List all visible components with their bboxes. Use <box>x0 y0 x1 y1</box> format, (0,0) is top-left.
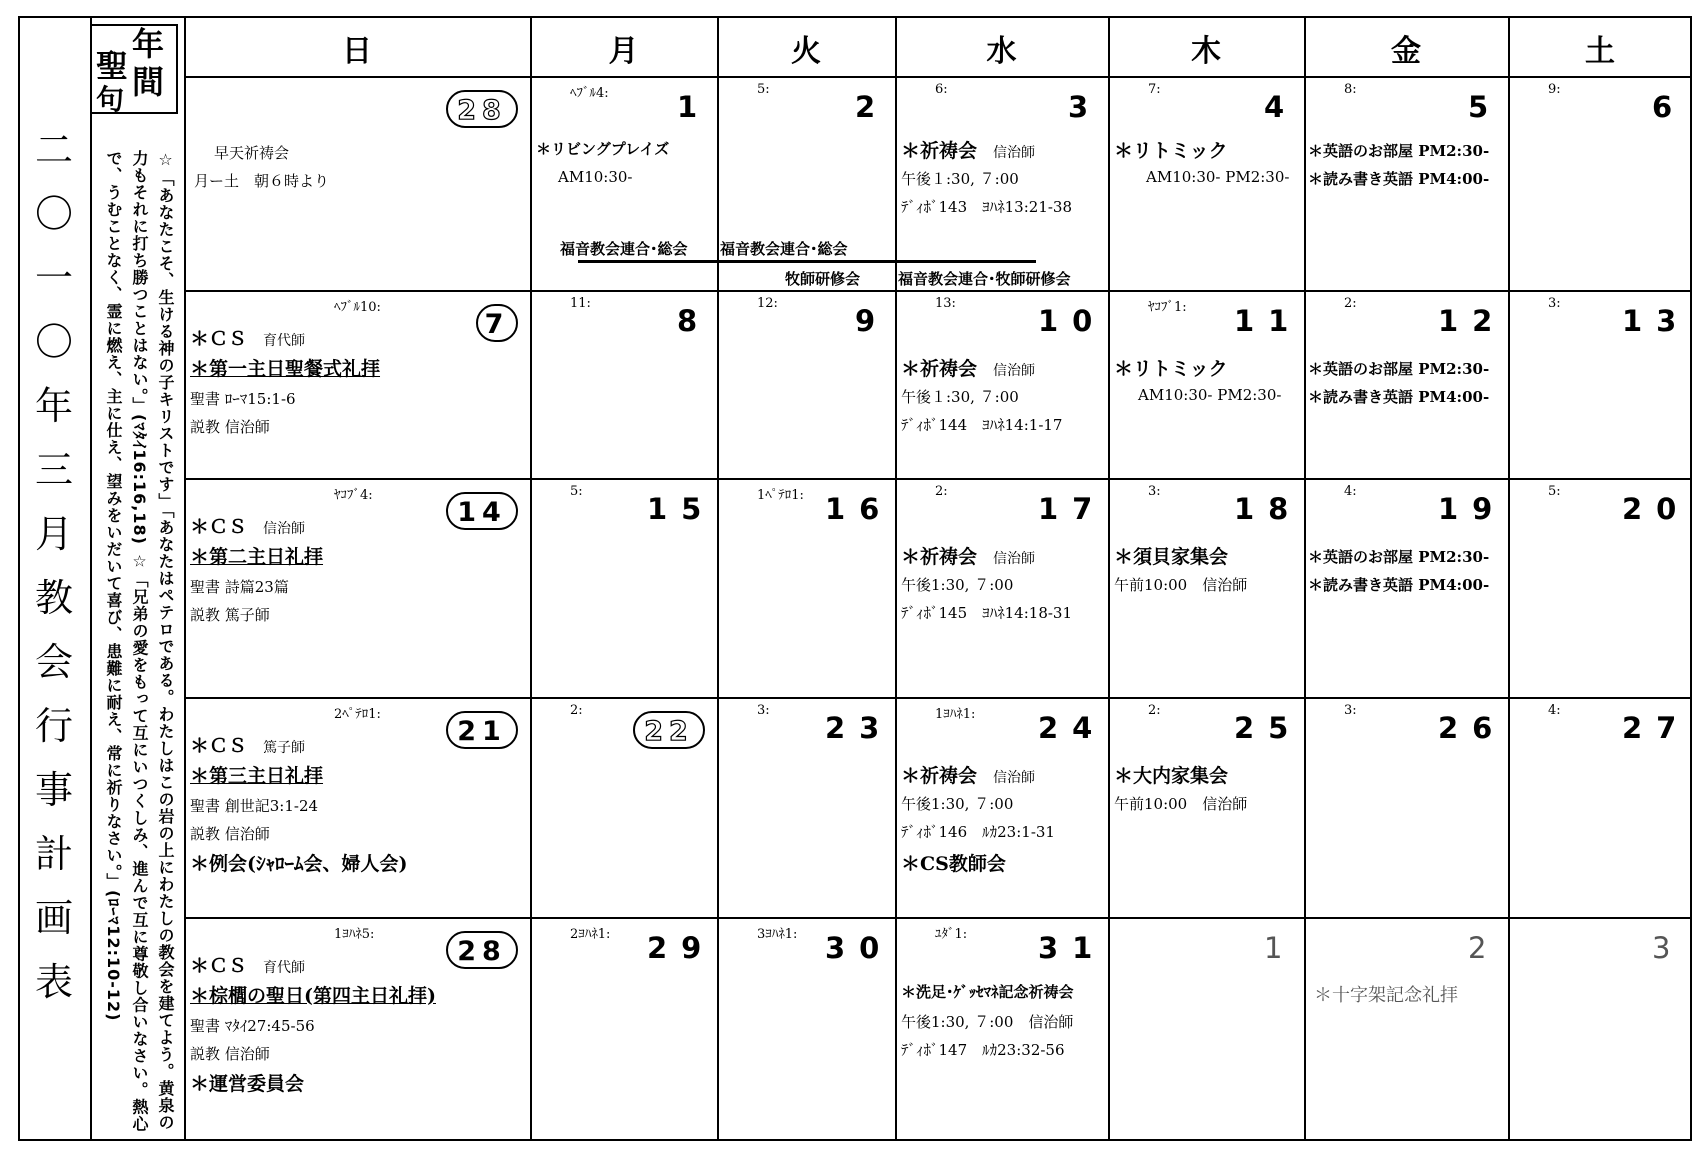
date-number: 3 <box>1068 90 1103 124</box>
event-label: 説教 信治師 <box>190 825 270 843</box>
date-number: 14 <box>446 492 518 530</box>
event-label: ＊ＣＳ <box>190 516 248 538</box>
date-number: 17 <box>1038 492 1107 526</box>
date-number: 25 <box>1234 711 1303 745</box>
bible-reading-ref: 3: <box>1344 703 1357 718</box>
event-label: 説教 篤子師 <box>190 606 270 624</box>
bible-reading-ref: 12: <box>757 296 778 311</box>
event-text <box>1308 386 1489 407</box>
event-text <box>901 793 1013 814</box>
day-header: 火 <box>791 34 821 69</box>
event-label: 聖書 詩篇23篇 <box>190 578 289 596</box>
event-label: 早天祈祷会 <box>214 144 290 162</box>
bible-reading-ref: 3ﾖﾊﾈ1: <box>757 927 798 942</box>
event-label: 午後１:30, ７:00 <box>901 388 1019 406</box>
date-number: 29 <box>647 931 716 965</box>
day-cell[interactable] <box>1108 478 1304 697</box>
bible-reading-ref: 5: <box>757 82 770 97</box>
event-label: AM10:30- PM2:30- <box>1146 168 1290 186</box>
date-number: 9 <box>855 304 890 338</box>
event-label: ﾃﾞｨﾎﾞ144 ﾖﾊﾈ14:1-17 <box>901 416 1063 434</box>
event-text <box>190 1069 304 1096</box>
date-number: 19 <box>1438 492 1507 526</box>
day-cell[interactable] <box>1304 917 1508 1141</box>
event-leader: 信治師 <box>993 145 1036 161</box>
event-label: 聖書 創世記3:1-24 <box>190 797 319 815</box>
event-label: ＊祈祷会 <box>901 358 978 380</box>
date-number: 10 <box>1038 304 1107 338</box>
event-label: ＊CS教師会 <box>901 853 1006 875</box>
event-text <box>190 761 323 788</box>
event-label: ＊第二主日礼拝 <box>190 546 324 568</box>
event-label: ＊読み書き英語 PM4:00- <box>1308 170 1490 188</box>
event-label: ＊英語のお部屋 PM2:30- <box>1308 142 1490 160</box>
date-number: 15 <box>647 492 716 526</box>
title-char: 画 <box>34 896 73 940</box>
event-label: ＊英語のお部屋 PM2:30- <box>1308 548 1490 566</box>
day-cell[interactable] <box>1108 917 1304 1141</box>
date-number: 6 <box>1652 90 1687 124</box>
event-text <box>190 576 289 597</box>
day-cell[interactable] <box>717 917 895 1141</box>
event-text <box>190 823 270 844</box>
bible-reading-ref: ﾔｺﾌﾞ1: <box>1148 300 1187 315</box>
event-label: ＊十字架記念礼拝 <box>1314 985 1458 1006</box>
verse-box-char: 句 <box>96 83 125 116</box>
bible-reading-ref: ﾔｺﾌﾞ4: <box>334 488 373 503</box>
verse-box-char: 聖 <box>96 47 129 85</box>
event-text <box>1308 168 1489 189</box>
date-number: 28 <box>446 931 518 969</box>
event-text <box>1146 168 1289 186</box>
day-cell[interactable] <box>530 917 717 1141</box>
event-label: 午前10:00 信治師 <box>1114 576 1248 594</box>
event-text <box>190 542 323 569</box>
event-text <box>190 324 305 351</box>
title-char: 二 <box>34 128 73 172</box>
event-text <box>1138 386 1281 404</box>
event-label: ﾃﾞｨﾎﾞ145 ﾖﾊﾈ14:18-31 <box>901 604 1073 622</box>
date-number: 21 <box>446 711 518 749</box>
bible-reading-ref: 3: <box>757 703 770 718</box>
bible-reading-ref: ﾕﾀﾞ1: <box>935 927 968 942</box>
event-text <box>214 142 289 163</box>
day-cell[interactable] <box>895 917 1108 1141</box>
title-char: 行 <box>34 704 73 748</box>
event-label: ＊第一主日聖餐式礼拝 <box>190 358 381 380</box>
event-text <box>901 602 1072 623</box>
title-char: 一 <box>34 256 73 300</box>
verse-box-char: 年 <box>132 25 165 63</box>
event-text <box>1114 354 1228 381</box>
date-number: 1 <box>1264 931 1297 965</box>
bible-reading-ref: 5: <box>1548 484 1561 499</box>
event-label: ＊読み書き英語 PM4:00- <box>1308 388 1490 406</box>
event-label: ＊読み書き英語 PM4:00- <box>1308 576 1490 594</box>
day-cell[interactable] <box>530 290 717 478</box>
day-header: 土 <box>1585 34 1615 69</box>
date-number: 7 <box>476 304 518 342</box>
date-number: 12 <box>1438 304 1507 338</box>
day-cell[interactable] <box>717 76 895 290</box>
event-label: ＊リビングプレイズ <box>536 140 670 158</box>
day-cell[interactable] <box>184 917 530 1141</box>
bible-reading-ref: 1ﾖﾊﾈ5: <box>334 927 375 942</box>
event-label: 説教 信治師 <box>190 418 270 436</box>
day-header: 月 <box>608 34 639 69</box>
bible-reading-ref: 1ﾍﾟﾃﾛ1: <box>757 488 804 503</box>
date-number: 24 <box>1038 711 1107 745</box>
verse-box-char: 間 <box>132 63 165 101</box>
event-label: 聖書 ﾛｰﾏ15:1-6 <box>190 390 296 408</box>
date-number: 20 <box>1622 492 1691 526</box>
date-number: 4 <box>1264 90 1299 124</box>
event-text <box>194 170 329 191</box>
event-text <box>901 1039 1065 1060</box>
day-header: 木 <box>1191 34 1221 69</box>
event-label: ＊運営委員会 <box>190 1073 305 1095</box>
day-cell[interactable] <box>1304 290 1508 478</box>
bible-reading-ref: ﾍﾌﾞﾙ10: <box>334 300 381 315</box>
bible-reading-ref: 2: <box>935 484 948 499</box>
event-label: ＊リトミック <box>1114 140 1228 162</box>
day-header: 日 <box>342 34 372 69</box>
event-text <box>558 168 633 186</box>
day-cell[interactable] <box>717 290 895 478</box>
event-text <box>901 414 1062 435</box>
day-cell[interactable] <box>1508 478 1692 697</box>
event-label: 午前10:00 信治師 <box>1114 795 1248 813</box>
event-text <box>1114 542 1228 569</box>
event-text <box>190 849 407 876</box>
day-cell[interactable] <box>1508 917 1692 1141</box>
bible-reading-ref: 9: <box>1548 82 1561 97</box>
event-text <box>190 951 305 978</box>
event-label: ＊第三主日礼拝 <box>190 765 324 787</box>
date-number: 23 <box>825 711 894 745</box>
bible-reading-ref: 11: <box>570 296 591 311</box>
event-text <box>1308 546 1489 567</box>
event-text <box>190 354 380 381</box>
event-label: 午後1:30, ７:00 <box>901 795 1014 813</box>
event-leader: 育代師 <box>263 960 306 976</box>
event-label: AM10:30- <box>558 168 633 186</box>
event-text <box>901 168 1019 189</box>
bible-reading-ref: ﾍﾌﾞﾙ4: <box>570 86 609 101</box>
event-label: ＊ＣＳ <box>190 328 248 350</box>
event-text <box>536 138 669 159</box>
day-cell[interactable] <box>1304 478 1508 697</box>
event-text <box>1114 793 1247 814</box>
event-label: AM10:30- PM2:30- <box>1138 386 1282 404</box>
event-text <box>901 1011 1073 1032</box>
verse-label-box <box>90 24 178 114</box>
title-char: 教 <box>34 576 73 620</box>
event-label: ＊洗足･ｹﾞｯｾﾏﾈ記念祈祷会 <box>901 983 1074 1001</box>
event-label: ＊祈祷会 <box>901 765 978 787</box>
event-text <box>901 542 1035 569</box>
event-leader: 育代師 <box>263 333 306 349</box>
event-text <box>901 761 1035 788</box>
day-cell[interactable] <box>1108 697 1304 917</box>
event-text <box>901 821 1055 842</box>
event-text <box>901 574 1013 595</box>
date-number: 28 <box>446 90 518 128</box>
date-number: 22 <box>633 711 705 749</box>
day-header: 金 <box>1391 34 1421 69</box>
event-label: ＊リトミック <box>1114 358 1228 380</box>
event-label: ＊棕櫚の聖日(第四主日礼拝) <box>190 985 436 1007</box>
bible-reading-ref: 2: <box>1344 296 1357 311</box>
day-cell[interactable] <box>530 478 717 697</box>
date-number: 18 <box>1234 492 1303 526</box>
day-cell[interactable] <box>530 697 717 917</box>
event-leader: 信治師 <box>993 363 1036 379</box>
union-meeting-label: 福音教会連合･総会 <box>720 240 848 258</box>
event-label: 月ー土 朝６時より <box>194 172 330 190</box>
date-number: 3 <box>1652 931 1685 965</box>
union-meeting-label: 福音教会連合･総会 <box>560 240 688 258</box>
event-text <box>901 386 1019 407</box>
day-cell[interactable] <box>184 76 530 290</box>
title-char: 〇 <box>34 320 73 364</box>
day-cell[interactable] <box>1304 76 1508 290</box>
event-label: ＊祈祷会 <box>901 140 978 162</box>
event-text <box>1308 140 1489 161</box>
pastor-training-label: 牧師研修会 <box>785 270 861 288</box>
day-cell[interactable] <box>1508 290 1692 478</box>
bible-reading-ref: 2: <box>570 703 583 718</box>
bible-reading-ref: 3: <box>1148 484 1161 499</box>
event-leader: 信治師 <box>263 521 306 537</box>
title-char: 表 <box>34 960 73 1004</box>
event-label: ＊ＣＳ <box>190 735 248 757</box>
bible-reading-ref: 2ﾍﾟﾃﾛ1: <box>334 707 381 722</box>
event-text <box>190 731 305 758</box>
date-number: 11 <box>1234 304 1303 338</box>
event-text <box>190 388 296 409</box>
date-number: 13 <box>1622 304 1691 338</box>
event-text <box>1114 136 1228 163</box>
event-text <box>1114 761 1228 788</box>
event-label: ＊例会(ｼｬﾛｰﾑ会、婦人会) <box>190 853 408 875</box>
date-number: 1 <box>677 90 712 124</box>
event-text <box>1308 574 1489 595</box>
date-number: 26 <box>1438 711 1507 745</box>
day-cell[interactable] <box>895 76 1108 290</box>
date-number: 16 <box>825 492 894 526</box>
event-label: ﾃﾞｨﾎﾞ147 ﾙｶ23:32-56 <box>901 1041 1065 1059</box>
event-label: ﾃﾞｨﾎﾞ143 ﾖﾊﾈ13:21-38 <box>901 198 1073 216</box>
day-cell[interactable] <box>1508 697 1692 917</box>
bible-reading-ref: 7: <box>1148 82 1161 97</box>
event-label: 説教 信治師 <box>190 1045 270 1063</box>
title-char: 事 <box>34 768 73 812</box>
day-cell[interactable] <box>1304 697 1508 917</box>
date-number: 8 <box>677 304 712 338</box>
date-number: 2 <box>1468 931 1501 965</box>
day-cell[interactable] <box>1508 76 1692 290</box>
bible-reading-ref: 1ﾖﾊﾈ1: <box>935 707 976 722</box>
event-label: ＊英語のお部屋 PM2:30- <box>1308 360 1490 378</box>
event-leader: 信治師 <box>993 551 1036 567</box>
day-cell[interactable] <box>1108 290 1304 478</box>
event-label: 聖書 ﾏﾀｲ27:45-56 <box>190 1017 315 1035</box>
day-cell[interactable] <box>184 697 530 917</box>
event-label: ＊大内家集会 <box>1114 765 1229 787</box>
bible-reading-ref: 4: <box>1344 484 1357 499</box>
title-char: 年 <box>34 384 73 428</box>
day-cell[interactable] <box>184 478 530 697</box>
event-leader: 篤子師 <box>263 740 306 756</box>
event-label: 午後1:30, ７:00 信治師 <box>901 1013 1074 1031</box>
event-text <box>901 849 1006 876</box>
event-text <box>901 196 1072 217</box>
bible-reading-ref: 8: <box>1344 82 1357 97</box>
date-number: 5 <box>1468 90 1503 124</box>
date-number: 27 <box>1622 711 1691 745</box>
event-label: 午後1:30, ７:00 <box>901 576 1014 594</box>
day-header: 水 <box>986 34 1017 69</box>
grid-vline <box>90 16 92 1141</box>
bible-reading-ref: 13: <box>935 296 956 311</box>
union-training-label: 福音教会連合･牧師研修会 <box>898 270 1071 288</box>
event-text <box>190 512 305 539</box>
event-text <box>190 416 270 437</box>
day-cell[interactable] <box>717 697 895 917</box>
day-cell[interactable] <box>895 478 1108 697</box>
event-text <box>190 795 318 816</box>
day-cell[interactable] <box>895 697 1108 917</box>
event-text <box>1314 981 1458 1007</box>
event-text <box>901 354 1035 381</box>
date-number: 2 <box>855 90 890 124</box>
event-leader: 信治師 <box>993 770 1036 786</box>
event-label: ＊ＣＳ <box>190 955 248 977</box>
bible-reading-ref: 4: <box>1548 703 1561 718</box>
date-number: 30 <box>825 931 894 965</box>
day-cell[interactable] <box>717 478 895 697</box>
event-label: ﾃﾞｨﾎﾞ146 ﾙｶ23:1-31 <box>901 823 1055 841</box>
day-cell[interactable] <box>895 290 1108 478</box>
event-text <box>190 981 436 1008</box>
event-text <box>1114 574 1247 595</box>
event-text <box>901 981 1074 1002</box>
event-label: ＊須貝家集会 <box>1114 546 1229 568</box>
bible-reading-ref: 5: <box>570 484 583 499</box>
day-cell[interactable] <box>530 76 717 290</box>
title-char: 会 <box>34 640 73 684</box>
bible-reading-ref: 3: <box>1548 296 1561 311</box>
bible-reading-ref: 2: <box>1148 703 1161 718</box>
event-text <box>190 1043 270 1064</box>
title-char: 月 <box>34 512 73 556</box>
event-text <box>1308 358 1489 379</box>
title-char: 〇 <box>34 192 73 236</box>
day-cell[interactable] <box>1108 76 1304 290</box>
page-title <box>20 118 88 1014</box>
day-cell[interactable] <box>184 290 530 478</box>
event-label: ＊祈祷会 <box>901 546 978 568</box>
title-char: 計 <box>34 832 73 876</box>
event-text <box>901 136 1035 163</box>
date-number: 31 <box>1038 931 1107 965</box>
event-label: 午後１:30, ７:00 <box>901 170 1019 188</box>
bible-reading-ref: 2ﾖﾊﾈ1: <box>570 927 611 942</box>
yearly-verse: ☆「あなたこそ、生ける神の子キリストです」「あなたはペテロである。わたしはこの岩の上にわたしの教会を建てよう。黄泉の力もそれに打ち勝つことはない。」(ﾏﾀｲ16:16,18) ☆「兄弟の愛をもって互にいつくしみ、進んで互に尊敬し合いなさい。熱心で、うむことなく、霊に燃え、主に仕え、望みをいだいて喜び、患難に耐え、常に祈りなさい。」(ﾛｰﾏ12:10-12) <box>104 150 175 1133</box>
event-text <box>190 1015 315 1036</box>
event-text <box>190 604 270 625</box>
title-char: 三 <box>34 448 73 492</box>
bible-reading-ref: 6: <box>935 82 948 97</box>
